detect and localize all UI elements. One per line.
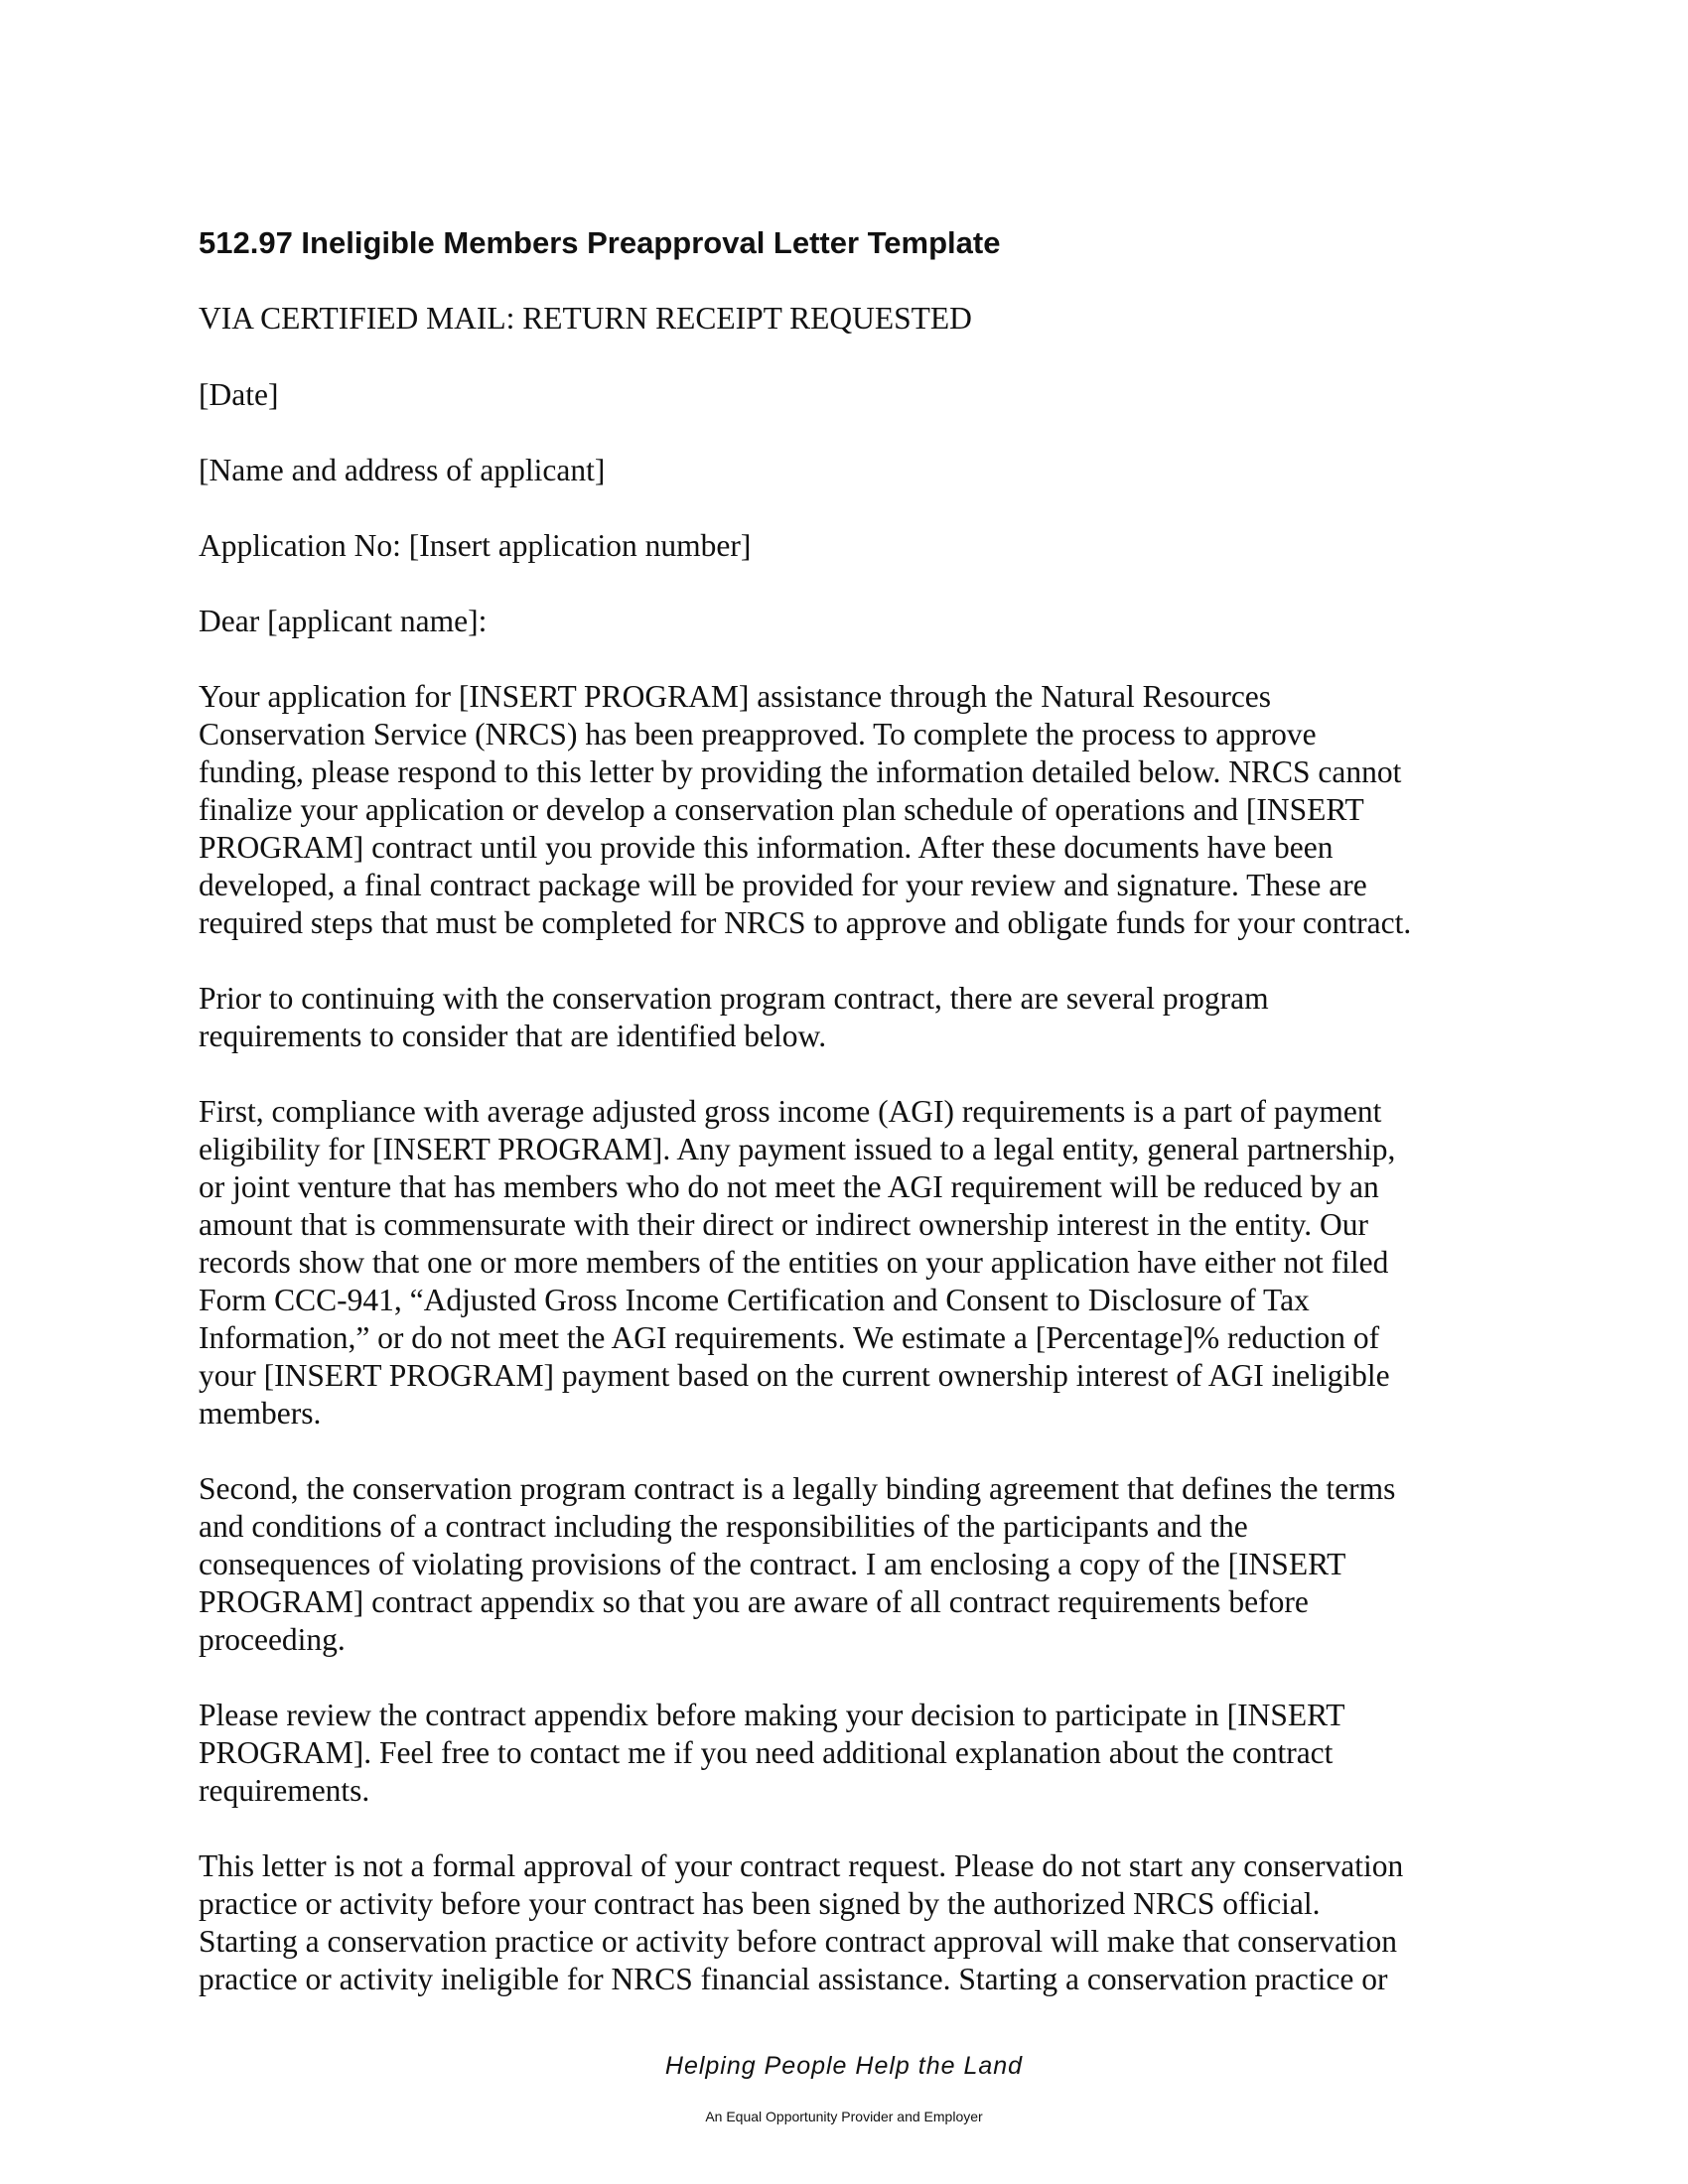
paragraph-line: and conditions of a contract including the responsibilities of the participants and the	[199, 1509, 1248, 1544]
paragraph-line: practice or activity ineligible for NRCS financial assistance. Starting a conservation practice or	[199, 1962, 1388, 1996]
paragraph-line: practice or activity before your contract has been signed by the authorized NRCS official.	[199, 1886, 1321, 1921]
paragraph-line: records show that one or more members of the entities on your application have either not filed	[199, 1245, 1389, 1280]
salutation: Dear [applicant name]:	[199, 604, 488, 638]
paragraph-review-appendix	[199, 1697, 1489, 1810]
paragraph-line: PROGRAM] contract appendix so that you are aware of all contract requirements before	[199, 1584, 1309, 1619]
paragraph-line: Second, the conservation program contract is a legally binding agreement that defines the terms	[199, 1471, 1396, 1506]
paragraph-line: Information,” or do not meet the AGI requirements. We estimate a [Percentage]% reduction of	[199, 1320, 1380, 1355]
address-placeholder: [Name and address of applicant]	[199, 453, 606, 487]
paragraph-line: or joint venture that has members who do not meet the AGI requirement will be reduced by an	[199, 1169, 1379, 1204]
paragraph-requirements-intro	[199, 980, 1489, 1055]
paragraph-line: requirements to consider that are identified below.	[199, 1019, 827, 1053]
paragraph-not-formal-approval	[199, 1847, 1489, 1998]
paragraph-line: required steps that must be completed for NRCS to approve and obligate funds for your contract.	[199, 905, 1412, 940]
application-number: Application No: [Insert application number]	[199, 528, 752, 563]
paragraph-line: Prior to continuing with the conservation program contract, there are several program	[199, 981, 1269, 1016]
paragraph-line: Your application for [INSERT PROGRAM] assistance through the Natural Resources	[199, 679, 1272, 714]
paragraph-line: developed, a final contract package will be provided for your review and signature. These are	[199, 868, 1367, 902]
paragraph-agi	[199, 1093, 1489, 1433]
paragraph-line: Please review the contract appendix before making your decision to participate in [INSERT	[199, 1698, 1345, 1732]
paragraph-contract-terms	[199, 1470, 1489, 1659]
paragraph-line: your [INSERT PROGRAM] payment based on the current ownership interest of AGI ineligible	[199, 1358, 1390, 1393]
paragraph-line: consequences of violating provisions of the contract. I am enclosing a copy of the [INSERT	[199, 1547, 1346, 1581]
paragraph-line: amount that is commensurate with their direct or indirect ownership interest in the entity. Our	[199, 1207, 1369, 1242]
paragraph-preapproval	[199, 678, 1489, 942]
paragraph-line: members.	[199, 1396, 322, 1431]
paragraph-line: eligibility for [INSERT PROGRAM]. Any payment issued to a legal entity, general partnership,	[199, 1132, 1396, 1166]
paragraph-line: This letter is not a formal approval of your contract request. Please do not start any conservation	[199, 1848, 1404, 1883]
footer-motto: Helping People Help the Land	[664, 2052, 1024, 2080]
paragraph-line: First, compliance with average adjusted gross income (AGI) requirements is a part of payment	[199, 1094, 1382, 1129]
mail-line: VIA CERTIFIED MAIL: RETURN RECEIPT REQUESTED	[199, 301, 972, 336]
section-heading: 512.97 Ineligible Members Preapproval Letter Template	[199, 225, 1001, 260]
paragraph-line: Starting a conservation practice or activity before contract approval will make that conservation	[199, 1924, 1398, 1959]
paragraph-line: Conservation Service (NRCS) has been preapproved. To complete the process to approve	[199, 717, 1317, 751]
paragraph-line: finalize your application or develop a conservation plan schedule of operations and [INSERT	[199, 792, 1364, 827]
paragraph-line: PROGRAM]. Feel free to contact me if you need additional explanation about the contract	[199, 1735, 1334, 1770]
paragraph-line: Form CCC-941, “Adjusted Gross Income Certification and Consent to Disclosure of Tax	[199, 1283, 1310, 1317]
date-placeholder: [Date]	[199, 377, 279, 412]
paragraph-line: funding, please respond to this letter by providing the information detailed below. NRCS cannot	[199, 754, 1402, 789]
paragraph-line: requirements.	[199, 1773, 370, 1808]
footer-eeo-statement: An Equal Opportunity Provider and Employer	[705, 2109, 983, 2124]
paragraph-line: PROGRAM] contract until you provide this information. After these documents have been	[199, 830, 1334, 865]
paragraph-line: proceeding.	[199, 1622, 346, 1657]
